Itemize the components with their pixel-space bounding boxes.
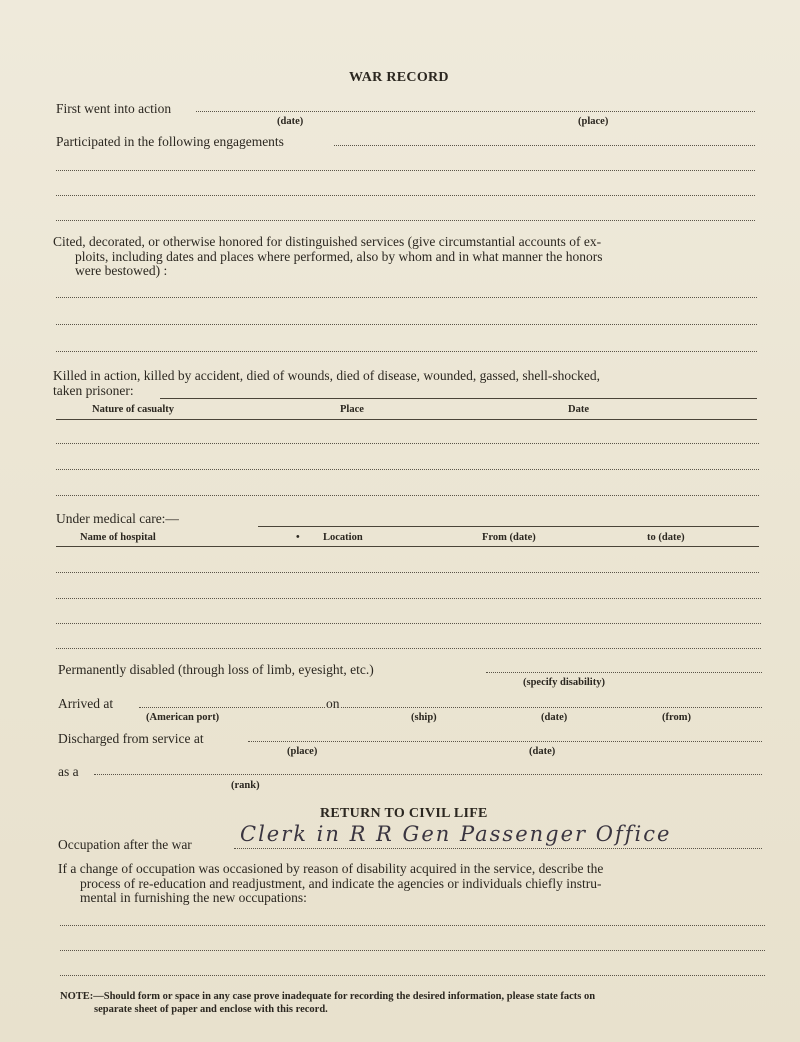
casualty-paragraph	[53, 369, 600, 398]
medical-line-field-2[interactable]	[56, 598, 761, 599]
first-action-date-caption: (date)	[277, 116, 304, 127]
casualty-line-2: taken prisoner:	[53, 382, 134, 398]
first-action-line[interactable]	[196, 111, 755, 112]
arrived-ship-caption: (ship)	[411, 712, 437, 723]
change-line-1: If a change of occupation was occasioned by reason of disability acquired in the service, describe the	[58, 861, 604, 876]
rank-caption: (rank)	[231, 780, 260, 791]
medical-col-to: to (date)	[647, 532, 685, 543]
medical-col-bullet: •	[296, 532, 300, 543]
arrived-on-label: on	[326, 696, 340, 711]
arrived-from-caption: (from)	[662, 712, 691, 723]
medical-col-location: Location	[323, 532, 363, 543]
disabled-caption: (specify disability)	[523, 677, 605, 688]
occupation-handwritten-value[interactable]: Clerk in R R Gen Passenger Office	[240, 822, 672, 846]
cited-line-field-3[interactable]	[56, 351, 757, 352]
change-line-field-1[interactable]	[60, 925, 765, 926]
medical-table-top-rule	[258, 526, 759, 527]
discharged-date-caption: (date)	[529, 746, 556, 757]
engagements-line-1[interactable]	[334, 145, 755, 146]
civil-life-title: RETURN TO CIVIL LIFE	[320, 806, 488, 821]
medical-line-field-3[interactable]	[56, 623, 761, 624]
note-line-1: NOTE:—Should form or space in any case prove inadequate for recording the desired information, please state facts on	[60, 991, 596, 1002]
disabled-line[interactable]	[486, 672, 762, 673]
engagements-label: Participated in the following engagements	[56, 134, 284, 149]
casualty-line-field-3[interactable]	[56, 495, 759, 496]
cited-line-2: ploits, including dates and places where performed, also by whom and in what manner the honors	[75, 248, 603, 264]
cited-line-field-1[interactable]	[56, 297, 757, 298]
cited-line-3: were bestowed) :	[75, 263, 168, 278]
engagements-line-3[interactable]	[56, 195, 755, 196]
engagements-line-4[interactable]	[56, 220, 755, 221]
as-a-label: as a	[58, 764, 79, 779]
casualty-line-field-1[interactable]	[56, 443, 759, 444]
first-action-place-caption: (place)	[578, 116, 609, 127]
war-record-title: WAR RECORD	[349, 70, 449, 85]
casualty-table-top-rule	[160, 398, 757, 399]
note-line-2: separate sheet of paper and enclose with this record.	[94, 1003, 328, 1015]
medical-header-rule	[56, 546, 759, 547]
medical-col-from: From (date)	[482, 532, 536, 543]
arrived-date-caption: (date)	[541, 712, 568, 723]
cited-line-field-2[interactable]	[56, 324, 757, 325]
discharged-line[interactable]	[248, 741, 762, 742]
casualty-line-field-2[interactable]	[56, 469, 759, 470]
arrived-port-line[interactable]	[139, 707, 325, 708]
casualty-col-nature: Nature of casualty	[92, 404, 175, 415]
change-line-2: process of re-education and readjustment, and indicate the agencies or individuals chiefly instru-	[80, 875, 602, 891]
cited-line-1: Cited, decorated, or otherwise honored for distinguished services (give circumstantial accounts of ex-	[53, 234, 602, 249]
casualty-line-1: Killed in action, killed by accident, died of wounds, died of disease, wounded, gassed, shell-shocked,	[53, 368, 600, 383]
change-line-field-2[interactable]	[60, 950, 765, 951]
occupation-line[interactable]	[234, 848, 762, 849]
engagements-line-2[interactable]	[56, 170, 755, 171]
change-paragraph	[58, 862, 603, 906]
medical-label: Under medical care:—	[56, 511, 179, 526]
cited-paragraph	[53, 235, 603, 279]
medical-col-hospital: Name of hospital	[80, 532, 156, 543]
arrived-port-caption: (American port)	[146, 712, 220, 723]
occupation-label: Occupation after the war	[58, 837, 192, 852]
casualty-col-date: Date	[568, 404, 589, 415]
disabled-label: Permanently disabled (through loss of limb, eyesight, etc.)	[58, 662, 374, 677]
arrived-label: Arrived at	[58, 696, 114, 711]
casualty-header-rule	[56, 419, 757, 420]
arrived-ship-line[interactable]	[341, 707, 762, 708]
medical-line-field-1[interactable]	[56, 572, 759, 573]
change-line-field-3[interactable]	[60, 975, 765, 976]
casualty-col-place: Place	[340, 404, 364, 415]
note-paragraph	[60, 991, 595, 1016]
discharged-label: Discharged from service at	[58, 731, 204, 746]
rank-line[interactable]	[94, 774, 762, 775]
change-line-3: mental in furnishing the new occupations:	[80, 890, 307, 905]
discharged-place-caption: (place)	[287, 746, 318, 757]
medical-line-field-4[interactable]	[56, 648, 761, 649]
first-action-label: First went into action	[56, 101, 172, 116]
